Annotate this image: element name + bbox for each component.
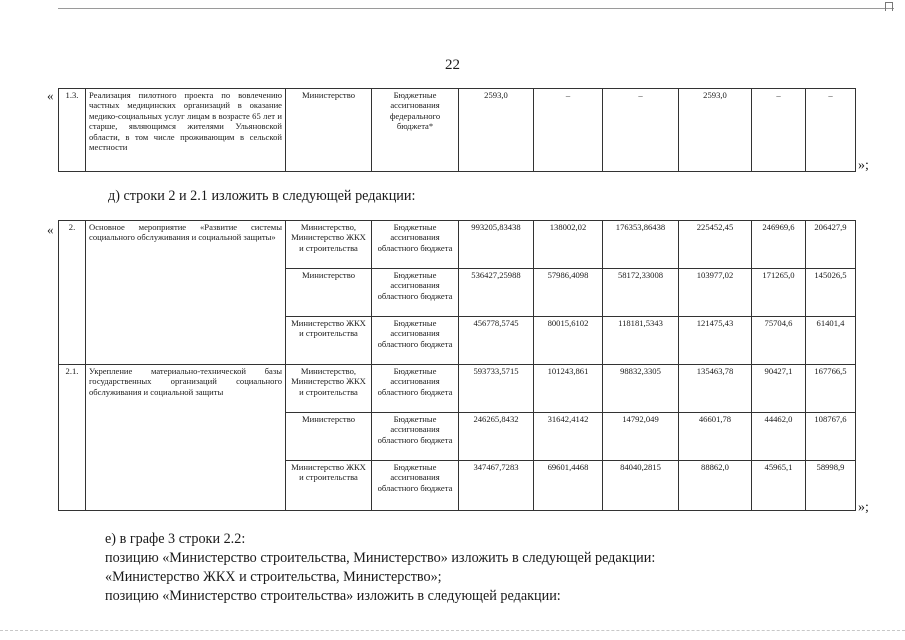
page-number: 22: [445, 57, 460, 73]
paragraph-d: д) строки 2 и 2.1 изложить в следующей редакции:: [108, 188, 416, 204]
value-year-2: 14792,049: [603, 413, 679, 461]
value-year-3: 225452,45: [679, 221, 752, 269]
table-row: [59, 365, 856, 413]
executor-cell: Министерство, Министерство ЖКХ и строительства: [286, 365, 372, 413]
source-cell: Бюджетные ассигнования областного бюджета: [372, 413, 459, 461]
scan-corner-mark: [885, 2, 893, 11]
executor-cell: Министерство ЖКХ и строительства: [286, 317, 372, 365]
value-total: 456778,5745: [459, 317, 534, 365]
value-year-1: 31642,4142: [534, 413, 603, 461]
value-total: 593733,5715: [459, 365, 534, 413]
value-year-1: –: [534, 89, 603, 172]
executor-cell: Министерство: [286, 269, 372, 317]
table-row: [59, 221, 856, 269]
scan-bottom-line: [0, 630, 905, 631]
executor-cell: Министерство: [286, 413, 372, 461]
value-year-2: –: [603, 89, 679, 172]
value-year-1: 80015,6102: [534, 317, 603, 365]
value-year-5: 58998,9: [806, 461, 856, 511]
value-year-3: 103977,02: [679, 269, 752, 317]
value-year-2: 98832,3305: [603, 365, 679, 413]
paragraph-e-heading: е) в графе 3 строки 2.2:: [105, 531, 246, 547]
table1-close-quote: »;: [858, 158, 869, 173]
source-cell: Бюджетные ассигнования областного бюджета: [372, 461, 459, 511]
value-total: 536427,25988: [459, 269, 534, 317]
value-year-5: 167766,5: [806, 365, 856, 413]
table2-close-quote: »;: [858, 500, 869, 515]
paragraph-e-line-1: позицию «Министерство строительства, Министерство» изложить в следующей редакции:: [105, 550, 656, 566]
value-year-5: –: [806, 89, 856, 172]
value-year-2: 84040,2815: [603, 461, 679, 511]
value-year-3: 46601,78: [679, 413, 752, 461]
paragraph-e-line-3: позицию «Министерство строительства» изложить в следующей редакции:: [105, 588, 561, 604]
value-year-3: 88862,0: [679, 461, 752, 511]
value-year-3: 2593,0: [679, 89, 752, 172]
value-year-4: 45965,1: [752, 461, 806, 511]
value-total: 246265,8432: [459, 413, 534, 461]
value-total: 2593,0: [459, 89, 534, 172]
measure-name: Основное мероприятие «Развитие системы социального обслуживания и социальной защиты»: [86, 221, 286, 365]
measure-name: Реализация пилотного проекта по вовлечению частных медицинских организаций в оказание медико-социальных услуг лицам в возрасте 65 лет и старше, являющимся жителями Ульяновской области, в том числе проживающим в сельской местности: [86, 89, 286, 172]
value-year-5: 145026,5: [806, 269, 856, 317]
source-cell: Бюджетные ассигнования областного бюджета: [372, 317, 459, 365]
measure-name: Укрепление материально-технической базы государственных организаций социального обслуживания и социальной защиты: [86, 365, 286, 511]
value-total: 347467,7283: [459, 461, 534, 511]
value-year-4: –: [752, 89, 806, 172]
executor-cell: Министерство: [286, 89, 372, 172]
row-number: 1.3.: [59, 89, 86, 172]
value-year-5: 108767,6: [806, 413, 856, 461]
source-cell: Бюджетные ассигнования областного бюджета: [372, 269, 459, 317]
table2-open-quote: «: [47, 222, 54, 237]
value-year-1: 57986,4098: [534, 269, 603, 317]
row-number: 2.: [59, 221, 86, 365]
table1-open-quote: «: [47, 88, 54, 103]
paragraph-e-line-2: «Министерство ЖКХ и строительства, Министерство»;: [105, 569, 442, 585]
table-row: [59, 89, 856, 172]
source-cell: Бюджетные ассигнования областного бюджета: [372, 365, 459, 413]
value-year-3: 135463,78: [679, 365, 752, 413]
value-year-4: 75704,6: [752, 317, 806, 365]
value-year-5: 206427,9: [806, 221, 856, 269]
value-year-2: 58172,33008: [603, 269, 679, 317]
table-row-1-3: [58, 88, 856, 172]
source-cell: Бюджетные ассигнования федерального бюджета*: [372, 89, 459, 172]
value-year-4: 246969,6: [752, 221, 806, 269]
scan-top-line: [58, 8, 894, 9]
value-year-5: 61401,4: [806, 317, 856, 365]
value-year-4: 171265,0: [752, 269, 806, 317]
row-number: 2.1.: [59, 365, 86, 511]
value-year-3: 121475,43: [679, 317, 752, 365]
value-year-2: 118181,5343: [603, 317, 679, 365]
value-year-1: 69601,4468: [534, 461, 603, 511]
table-rows-2-and-2-1: [58, 220, 856, 511]
executor-cell: Министерство ЖКХ и строительства: [286, 461, 372, 511]
value-year-1: 101243,861: [534, 365, 603, 413]
value-year-4: 90427,1: [752, 365, 806, 413]
executor-cell: Министерство, Министерство ЖКХ и строительства: [286, 221, 372, 269]
source-cell: Бюджетные ассигнования областного бюджета: [372, 221, 459, 269]
value-year-4: 44462,0: [752, 413, 806, 461]
value-year-2: 176353,86438: [603, 221, 679, 269]
value-year-1: 138002,02: [534, 221, 603, 269]
value-total: 993205,83438: [459, 221, 534, 269]
